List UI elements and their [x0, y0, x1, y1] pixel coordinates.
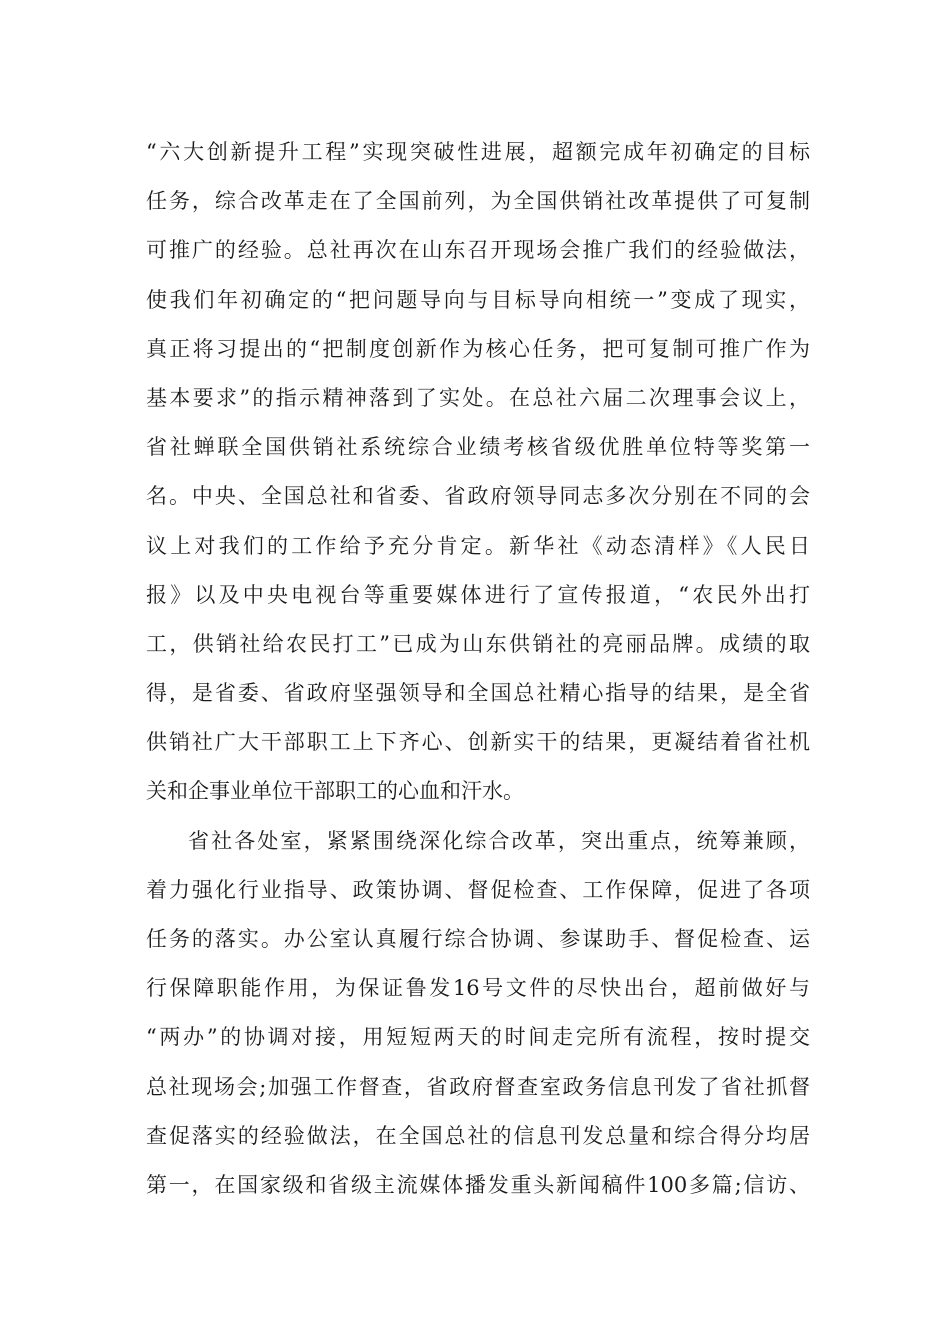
paragraph-line: 总社现场会;加强工作督查，省政府督查室政务信息刊发了省社抓督 — [146, 1074, 810, 1099]
paragraph-line: 行保障职能作用，为保证鲁发16号文件的尽快出台，超前做好与 — [146, 976, 810, 1001]
paragraph-line: 基本要求”的指示精神落到了实处。在总社六届二次理事会议上， — [146, 385, 810, 410]
paragraph-line: 任务，综合改革走在了全国前列，为全国供销社改革提供了可复制 — [146, 189, 810, 214]
paragraph-line: “六大创新提升工程”实现突破性进展，超额完成年初确定的目标 — [146, 140, 810, 164]
paragraph-line: 真正将习提出的“把制度创新作为核心任务，把可复制可推广作为 — [146, 336, 810, 361]
paragraph-line: 报》以及中央电视台等重要媒体进行了宣传报道，“农民外出打 — [146, 582, 810, 607]
paragraph-line: 第一，在国家级和省级主流媒体播发重头新闻稿件100多篇;信访、 — [146, 1172, 810, 1197]
paragraph-line: 工，供销社给农民打工”已成为山东供销社的亮丽品牌。成绩的取 — [146, 631, 810, 656]
paragraph-line: 可推广的经验。总社再次在山东召开现场会推广我们的经验做法， — [146, 238, 810, 263]
paragraph-1 — [146, 128, 810, 817]
paragraph-line: 着力强化行业指导、政策协调、督促检查、工作保障，促进了各项 — [146, 877, 810, 902]
document-body — [146, 128, 810, 1210]
paragraph-line: “两办”的协调对接，用短短两天的时间走完所有流程，按时提交 — [146, 1025, 810, 1050]
paragraph-line: 任务的落实。办公室认真履行综合协调、参谋助手、督促检查、运 — [146, 927, 810, 951]
paragraph-line: 名。中央、全国总社和省委、省政府领导同志多次分别在不同的会 — [146, 484, 810, 509]
paragraph-line: 供销社广大干部职工上下齐心、创新实干的结果，更凝结着省社机 — [146, 730, 810, 755]
paragraph-line: 议上对我们的工作给予充分肯定。新华社《动态清样》《人民日 — [146, 533, 810, 558]
paragraph-2 — [146, 817, 810, 1211]
paragraph-line: 省社蝉联全国供销社系统综合业绩考核省级优胜单位特等奖第一 — [146, 435, 810, 460]
paragraph-line: 关和企事业单位干部职工的心血和汗水。 — [146, 779, 524, 804]
paragraph-line: 查促落实的经验做法，在全国总社的信息刊发总量和综合得分均居 — [146, 1123, 810, 1148]
paragraph-line: 得，是省委、省政府坚强领导和全国总社精心指导的结果，是全省 — [146, 681, 810, 706]
paragraph-line: 使我们年初确定的“把问题导向与目标导向相统一”变成了现实， — [146, 287, 810, 312]
paragraph-line: 省社各处室，紧紧围绕深化综合改革，突出重点，统筹兼顾， — [188, 828, 810, 853]
